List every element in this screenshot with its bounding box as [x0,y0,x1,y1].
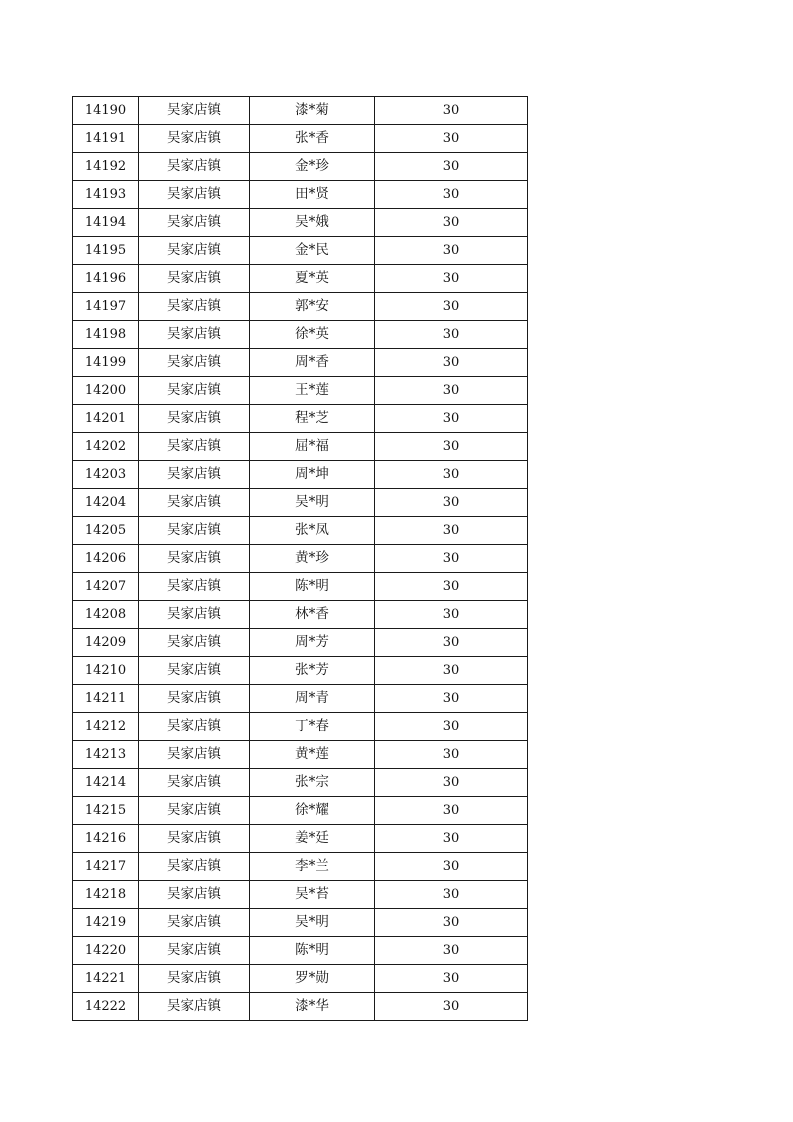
amount-cell: 30 [375,825,528,853]
person-name-cell: 郭*安 [250,293,375,321]
person-name-cell: 田*贤 [250,181,375,209]
person-name-cell: 徐*英 [250,321,375,349]
person-name-cell: 李*兰 [250,853,375,881]
table-row [73,713,528,741]
person-name-cell: 姜*廷 [250,825,375,853]
person-name-cell: 黄*珍 [250,545,375,573]
person-name-cell: 吴*娥 [250,209,375,237]
town-cell: 吴家店镇 [139,629,250,657]
row-number-cell: 14199 [73,349,139,377]
table-row [73,237,528,265]
row-number-cell: 14216 [73,825,139,853]
row-number-cell: 14215 [73,797,139,825]
person-name-cell: 周*青 [250,685,375,713]
town-cell: 吴家店镇 [139,349,250,377]
table-body [73,97,528,1021]
row-number-cell: 14211 [73,685,139,713]
row-number-cell: 14220 [73,937,139,965]
person-name-cell: 漆*华 [250,993,375,1021]
amount-cell: 30 [375,153,528,181]
person-name-cell: 林*香 [250,601,375,629]
amount-cell: 30 [375,97,528,125]
town-cell: 吴家店镇 [139,573,250,601]
row-number-cell: 14209 [73,629,139,657]
town-cell: 吴家店镇 [139,237,250,265]
amount-cell: 30 [375,517,528,545]
amount-cell: 30 [375,461,528,489]
town-cell: 吴家店镇 [139,769,250,797]
row-number-cell: 14195 [73,237,139,265]
row-number-cell: 14205 [73,517,139,545]
row-number-cell: 14210 [73,657,139,685]
person-name-cell: 吴*明 [250,909,375,937]
table-row [73,629,528,657]
amount-cell: 30 [375,209,528,237]
amount-cell: 30 [375,377,528,405]
row-number-cell: 14200 [73,377,139,405]
town-cell: 吴家店镇 [139,825,250,853]
town-cell: 吴家店镇 [139,209,250,237]
row-number-cell: 14217 [73,853,139,881]
person-name-cell: 屈*福 [250,433,375,461]
amount-cell: 30 [375,293,528,321]
table-row [73,125,528,153]
row-number-cell: 14201 [73,405,139,433]
town-cell: 吴家店镇 [139,489,250,517]
amount-cell: 30 [375,181,528,209]
person-name-cell: 周*芳 [250,629,375,657]
row-number-cell: 14222 [73,993,139,1021]
table-row [73,433,528,461]
table-row [73,573,528,601]
town-cell: 吴家店镇 [139,937,250,965]
person-name-cell: 丁*春 [250,713,375,741]
amount-cell: 30 [375,797,528,825]
town-cell: 吴家店镇 [139,181,250,209]
table-row [73,293,528,321]
row-number-cell: 14197 [73,293,139,321]
amount-cell: 30 [375,853,528,881]
amount-cell: 30 [375,349,528,377]
town-cell: 吴家店镇 [139,993,250,1021]
town-cell: 吴家店镇 [139,97,250,125]
table-row [73,181,528,209]
person-name-cell: 漆*菊 [250,97,375,125]
person-name-cell: 周*香 [250,349,375,377]
person-name-cell: 徐*耀 [250,797,375,825]
person-name-cell: 张*凤 [250,517,375,545]
person-name-cell: 黄*莲 [250,741,375,769]
person-name-cell: 张*宗 [250,769,375,797]
amount-cell: 30 [375,629,528,657]
person-name-cell: 金*民 [250,237,375,265]
row-number-cell: 14214 [73,769,139,797]
row-number-cell: 14190 [73,97,139,125]
row-number-cell: 14193 [73,181,139,209]
person-name-cell: 张*芳 [250,657,375,685]
person-name-cell: 张*香 [250,125,375,153]
row-number-cell: 14208 [73,601,139,629]
town-cell: 吴家店镇 [139,965,250,993]
row-number-cell: 14194 [73,209,139,237]
amount-cell: 30 [375,405,528,433]
table-row [73,265,528,293]
row-number-cell: 14207 [73,573,139,601]
amount-cell: 30 [375,909,528,937]
row-number-cell: 14192 [73,153,139,181]
person-name-cell: 金*珍 [250,153,375,181]
amount-cell: 30 [375,937,528,965]
table-row [73,601,528,629]
table-row [73,657,528,685]
town-cell: 吴家店镇 [139,545,250,573]
table-row [73,209,528,237]
table-row [73,965,528,993]
table-row [73,909,528,937]
table-row [73,881,528,909]
table-row [73,685,528,713]
table-row [73,377,528,405]
row-number-cell: 14221 [73,965,139,993]
person-name-cell: 吴*明 [250,489,375,517]
table-row [73,545,528,573]
amount-cell: 30 [375,433,528,461]
amount-cell: 30 [375,321,528,349]
table-row [73,349,528,377]
amount-cell: 30 [375,125,528,153]
person-name-cell: 夏*英 [250,265,375,293]
table-row [73,937,528,965]
row-number-cell: 14198 [73,321,139,349]
town-cell: 吴家店镇 [139,797,250,825]
data-table [72,96,528,1021]
table-row [73,405,528,433]
person-name-cell: 陈*明 [250,573,375,601]
amount-cell: 30 [375,741,528,769]
table-row [73,741,528,769]
row-number-cell: 14204 [73,489,139,517]
person-name-cell: 罗*勋 [250,965,375,993]
row-number-cell: 14212 [73,713,139,741]
amount-cell: 30 [375,713,528,741]
table-row [73,461,528,489]
row-number-cell: 14206 [73,545,139,573]
amount-cell: 30 [375,265,528,293]
town-cell: 吴家店镇 [139,881,250,909]
amount-cell: 30 [375,237,528,265]
town-cell: 吴家店镇 [139,265,250,293]
amount-cell: 30 [375,685,528,713]
table-row [73,993,528,1021]
person-name-cell: 王*莲 [250,377,375,405]
person-name-cell: 程*芝 [250,405,375,433]
table-row [73,825,528,853]
town-cell: 吴家店镇 [139,909,250,937]
person-name-cell: 陈*明 [250,937,375,965]
town-cell: 吴家店镇 [139,685,250,713]
table-row [73,153,528,181]
row-number-cell: 14203 [73,461,139,489]
table-row [73,489,528,517]
amount-cell: 30 [375,993,528,1021]
row-number-cell: 14219 [73,909,139,937]
town-cell: 吴家店镇 [139,741,250,769]
amount-cell: 30 [375,545,528,573]
amount-cell: 30 [375,573,528,601]
table-row [73,321,528,349]
amount-cell: 30 [375,769,528,797]
table-row [73,97,528,125]
town-cell: 吴家店镇 [139,853,250,881]
person-name-cell: 周*坤 [250,461,375,489]
person-name-cell: 吴*苔 [250,881,375,909]
town-cell: 吴家店镇 [139,713,250,741]
town-cell: 吴家店镇 [139,125,250,153]
town-cell: 吴家店镇 [139,405,250,433]
table-row [73,853,528,881]
amount-cell: 30 [375,881,528,909]
table-row [73,769,528,797]
town-cell: 吴家店镇 [139,461,250,489]
town-cell: 吴家店镇 [139,433,250,461]
town-cell: 吴家店镇 [139,657,250,685]
town-cell: 吴家店镇 [139,293,250,321]
town-cell: 吴家店镇 [139,601,250,629]
town-cell: 吴家店镇 [139,321,250,349]
row-number-cell: 14202 [73,433,139,461]
amount-cell: 30 [375,965,528,993]
town-cell: 吴家店镇 [139,377,250,405]
row-number-cell: 14191 [73,125,139,153]
amount-cell: 30 [375,601,528,629]
amount-cell: 30 [375,489,528,517]
town-cell: 吴家店镇 [139,517,250,545]
table-row [73,517,528,545]
town-cell: 吴家店镇 [139,153,250,181]
row-number-cell: 14196 [73,265,139,293]
row-number-cell: 14218 [73,881,139,909]
row-number-cell: 14213 [73,741,139,769]
table-row [73,797,528,825]
amount-cell: 30 [375,657,528,685]
